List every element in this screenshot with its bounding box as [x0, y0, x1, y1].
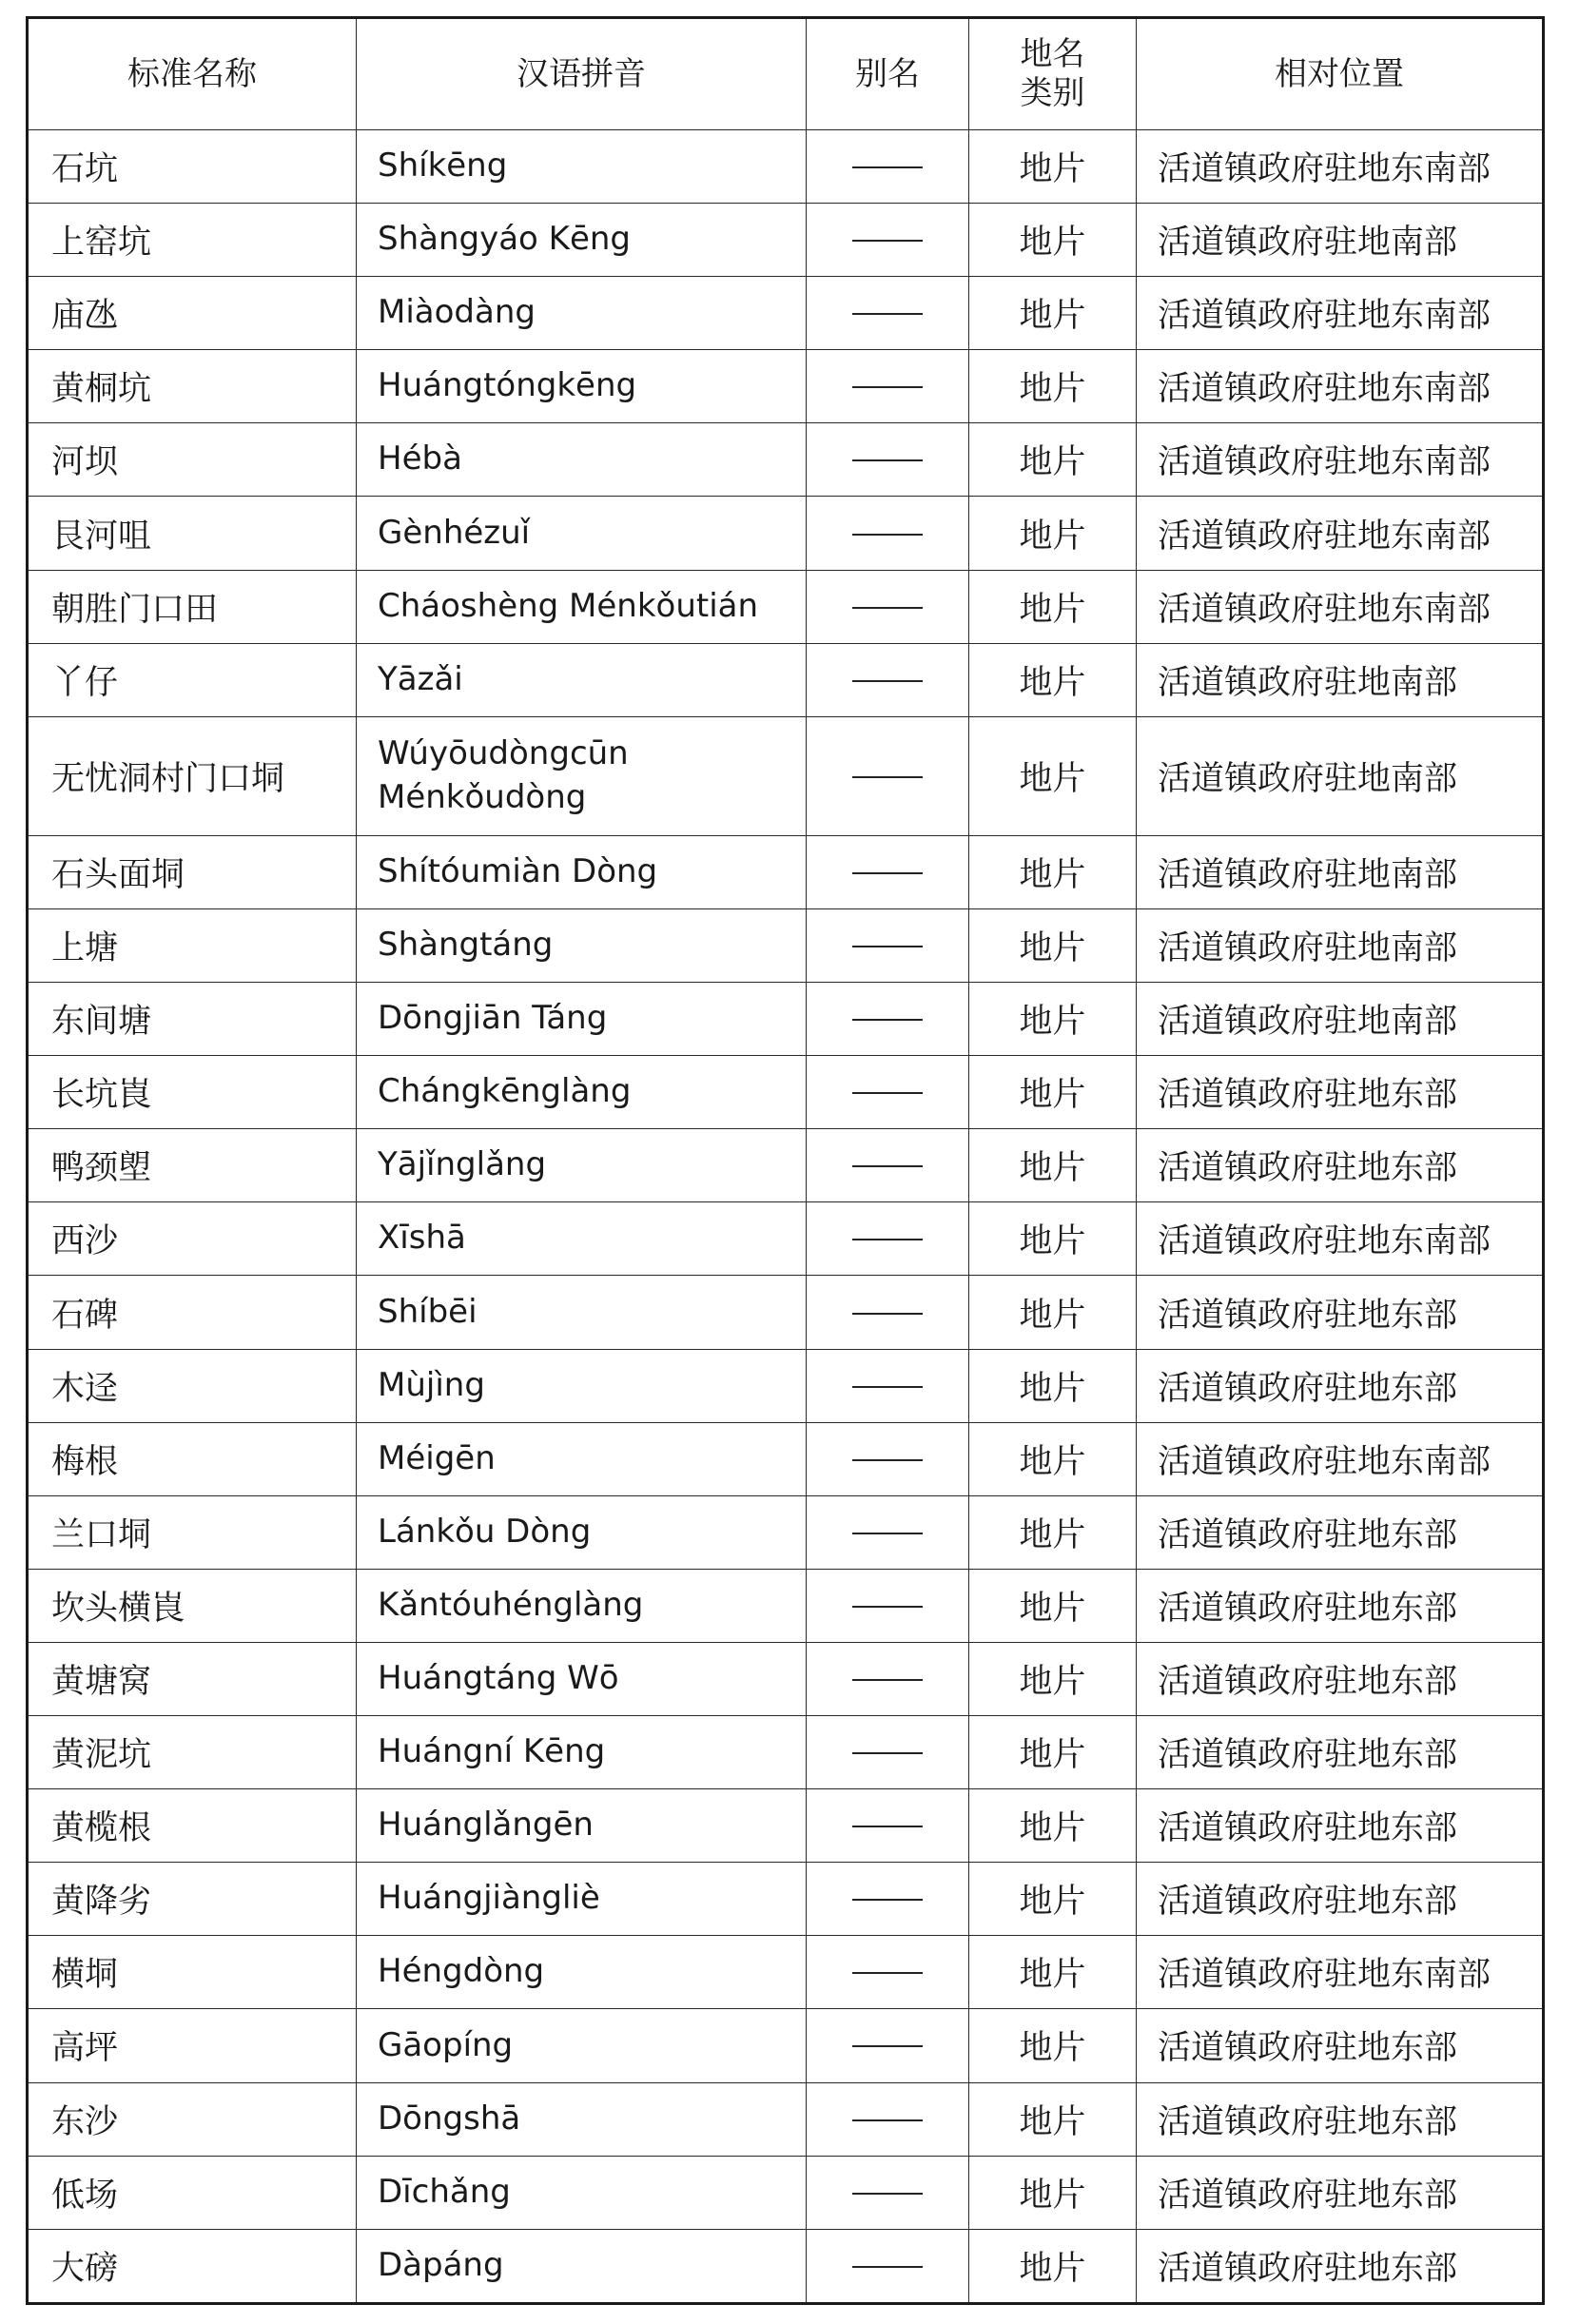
cell-alias	[807, 1863, 969, 1936]
cell-category: 地片	[969, 1202, 1137, 1276]
cell-position: 活道镇政府驻地南部	[1137, 204, 1544, 277]
cell-pinyin	[357, 1569, 807, 1642]
cell-category: 地片	[969, 2082, 1137, 2156]
pinyin-text: Dàpáng	[378, 2245, 504, 2284]
cell-name: 黄泥坑	[28, 1716, 357, 1789]
cell-pinyin	[357, 204, 807, 277]
cell-alias	[807, 1129, 969, 1202]
cell-name: 西沙	[28, 1202, 357, 1276]
cell-category: 地片	[969, 643, 1137, 716]
cell-pinyin	[357, 350, 807, 423]
cell-name: 河坝	[28, 423, 357, 497]
alias-dash	[852, 1899, 923, 1901]
cell-position: 活道镇政府驻地东部	[1137, 1349, 1544, 1422]
table-row	[28, 130, 1544, 204]
cell-name: 黄降劣	[28, 1863, 357, 1936]
cell-alias	[807, 716, 969, 835]
cell-position: 活道镇政府驻地东部	[1137, 2082, 1544, 2156]
cell-category: 地片	[969, 983, 1137, 1056]
cell-position: 活道镇政府驻地东南部	[1137, 423, 1544, 497]
table-row	[28, 909, 1544, 983]
cell-pinyin	[357, 716, 807, 835]
pinyin-text: Cháoshèng Ménkǒutián	[378, 586, 759, 625]
pinyin-text: Shíkēng	[378, 146, 508, 186]
cell-alias	[807, 497, 969, 570]
cell-position: 活道镇政府驻地东部	[1137, 1716, 1544, 1789]
cell-category: 地片	[969, 1716, 1137, 1789]
alias-dash	[852, 872, 923, 874]
cell-category: 地片	[969, 204, 1137, 277]
cell-name: 无忧洞村门口垌	[28, 716, 357, 835]
cell-position: 活道镇政府驻地东部	[1137, 1569, 1544, 1642]
table-row	[28, 2156, 1544, 2229]
cell-position: 活道镇政府驻地东南部	[1137, 277, 1544, 350]
pinyin-text: Yāzǎi	[378, 659, 463, 698]
pinyin-text: Gāopíng	[378, 2025, 514, 2064]
cell-name: 高坪	[28, 2009, 357, 2082]
pinyin-text: Wúyōudòngcūn	[378, 733, 629, 772]
cell-name: 石碑	[28, 1276, 357, 1349]
cell-category: 地片	[969, 497, 1137, 570]
alias-dash	[852, 1679, 923, 1681]
table-row	[28, 1202, 1544, 1276]
header-pinyin: 汉语拼音	[357, 18, 807, 130]
table-row	[28, 835, 1544, 908]
alias-dash	[852, 776, 923, 778]
alias-dash	[852, 1019, 923, 1021]
cell-category: 地片	[969, 277, 1137, 350]
pinyin-text: Shíbēi	[378, 1292, 478, 1331]
cell-pinyin	[357, 2229, 807, 2303]
alias-dash	[852, 1972, 923, 1974]
pinyin-text: Xīshā	[378, 1219, 466, 1258]
cell-position: 活道镇政府驻地东部	[1137, 1642, 1544, 1715]
table-row	[28, 1642, 1544, 1715]
cell-alias	[807, 1789, 969, 1863]
cell-category: 地片	[969, 1129, 1137, 1202]
cell-name: 上窑坑	[28, 204, 357, 277]
cell-position: 活道镇政府驻地东南部	[1137, 1202, 1544, 1276]
cell-name: 兰口垌	[28, 1495, 357, 1569]
cell-pinyin	[357, 497, 807, 570]
cell-alias	[807, 1936, 969, 2009]
header-category-line2: 类别	[1020, 74, 1085, 112]
cell-pinyin	[357, 277, 807, 350]
cell-position: 活道镇政府驻地东南部	[1137, 1422, 1544, 1495]
cell-alias	[807, 643, 969, 716]
cell-category: 地片	[969, 1863, 1137, 1936]
cell-name: 东沙	[28, 2082, 357, 2156]
cell-name: 石坑	[28, 130, 357, 204]
pinyin-text: Dōngjiān Táng	[378, 999, 608, 1038]
alias-dash	[852, 680, 923, 682]
cell-pinyin	[357, 1422, 807, 1495]
pinyin-text: Lánkǒu Dòng	[378, 1512, 592, 1551]
cell-alias	[807, 350, 969, 423]
alias-dash	[852, 1606, 923, 1608]
alias-dash	[852, 2119, 923, 2121]
cell-alias	[807, 570, 969, 643]
pinyin-text: Dōngshā	[378, 2099, 521, 2138]
cell-position: 活道镇政府驻地东部	[1137, 2156, 1544, 2229]
alias-dash	[852, 459, 923, 461]
place-names-table	[26, 16, 1545, 2305]
cell-position: 活道镇政府驻地南部	[1137, 835, 1544, 908]
header-row	[28, 18, 1544, 130]
table-row	[28, 1129, 1544, 1202]
cell-category: 地片	[969, 1422, 1137, 1495]
alias-dash	[852, 607, 923, 609]
cell-position: 活道镇政府驻地东部	[1137, 2229, 1544, 2303]
cell-pinyin	[357, 1202, 807, 1276]
cell-pinyin	[357, 130, 807, 204]
table-row	[28, 423, 1544, 497]
alias-dash	[852, 2266, 923, 2268]
pinyin-text: Héngdòng	[378, 1952, 545, 1991]
table-row	[28, 497, 1544, 570]
cell-pinyin	[357, 1056, 807, 1129]
cell-name: 鸭颈塱	[28, 1129, 357, 1202]
cell-alias	[807, 204, 969, 277]
cell-alias	[807, 2082, 969, 2156]
cell-pinyin	[357, 570, 807, 643]
header-category-line1: 地名	[1020, 35, 1085, 74]
table-row	[28, 643, 1544, 716]
cell-alias	[807, 277, 969, 350]
cell-pinyin	[357, 2009, 807, 2082]
cell-category: 地片	[969, 1495, 1137, 1569]
cell-alias	[807, 1056, 969, 1129]
table-row	[28, 1863, 1544, 1936]
cell-name: 黄塘窝	[28, 1642, 357, 1715]
table-row	[28, 1276, 1544, 1349]
table-row	[28, 983, 1544, 1056]
header-position: 相对位置	[1137, 18, 1544, 130]
pinyin-text: Huángní Kēng	[378, 1732, 606, 1771]
cell-pinyin	[357, 1863, 807, 1936]
cell-position: 活道镇政府驻地南部	[1137, 983, 1544, 1056]
pinyin-text: Méigēn	[378, 1438, 496, 1477]
cell-pinyin	[357, 1716, 807, 1789]
cell-name: 丫仔	[28, 643, 357, 716]
cell-alias	[807, 423, 969, 497]
table-row	[28, 350, 1544, 423]
cell-name: 上塘	[28, 909, 357, 983]
pinyin-text: Kǎntóuhénglàng	[378, 1585, 644, 1624]
cell-name: 低场	[28, 2156, 357, 2229]
cell-name: 黄榄根	[28, 1789, 357, 1863]
alias-dash	[852, 1239, 923, 1240]
table-row	[28, 716, 1544, 835]
table-body	[28, 130, 1544, 2304]
cell-position: 活道镇政府驻地东南部	[1137, 570, 1544, 643]
cell-name: 梅根	[28, 1422, 357, 1495]
cell-pinyin	[357, 1642, 807, 1715]
cell-alias	[807, 1495, 969, 1569]
table-row	[28, 2229, 1544, 2303]
pinyin-text: Dīchǎng	[378, 2172, 511, 2211]
table-row	[28, 1422, 1544, 1495]
pinyin-text-line2: Ménkǒudòng	[378, 777, 587, 816]
pinyin-text: Mùjìng	[378, 1365, 485, 1404]
cell-pinyin	[357, 2156, 807, 2229]
alias-dash	[852, 1752, 923, 1754]
cell-alias	[807, 2229, 969, 2303]
cell-name: 横垌	[28, 1936, 357, 2009]
pinyin-text: Huángjiàngliè	[378, 1879, 600, 1918]
cell-position: 活道镇政府驻地南部	[1137, 716, 1544, 835]
cell-alias	[807, 1202, 969, 1276]
pinyin-text: Hébà	[378, 439, 462, 478]
cell-alias	[807, 1569, 969, 1642]
cell-category: 地片	[969, 1349, 1137, 1422]
cell-name: 黄桐坑	[28, 350, 357, 423]
alias-dash	[852, 1459, 923, 1461]
cell-category: 地片	[969, 2229, 1137, 2303]
cell-position: 活道镇政府驻地东部	[1137, 1056, 1544, 1129]
alias-dash	[852, 313, 923, 315]
table-row	[28, 1936, 1544, 2009]
cell-position: 活道镇政府驻地东部	[1137, 1789, 1544, 1863]
table-row	[28, 1495, 1544, 1569]
cell-alias	[807, 2009, 969, 2082]
alias-dash	[852, 240, 923, 242]
cell-alias	[807, 1716, 969, 1789]
alias-dash	[852, 1313, 923, 1315]
header-alias: 别名	[807, 18, 969, 130]
cell-pinyin	[357, 1936, 807, 2009]
cell-position: 活道镇政府驻地东部	[1137, 1495, 1544, 1569]
cell-alias	[807, 130, 969, 204]
pinyin-text: Huángtáng Wō	[378, 1659, 619, 1698]
cell-position: 活道镇政府驻地东部	[1137, 1129, 1544, 1202]
cell-pinyin	[357, 983, 807, 1056]
cell-pinyin	[357, 423, 807, 497]
cell-name: 大磅	[28, 2229, 357, 2303]
cell-category: 地片	[969, 423, 1137, 497]
cell-position: 活道镇政府驻地南部	[1137, 909, 1544, 983]
cell-position: 活道镇政府驻地南部	[1137, 643, 1544, 716]
cell-position: 活道镇政府驻地东部	[1137, 2009, 1544, 2082]
cell-pinyin	[357, 643, 807, 716]
cell-position: 活道镇政府驻地东南部	[1137, 130, 1544, 204]
cell-category: 地片	[969, 1936, 1137, 2009]
alias-dash	[852, 1165, 923, 1167]
alias-dash	[852, 1826, 923, 1827]
cell-category: 地片	[969, 835, 1137, 908]
cell-category: 地片	[969, 130, 1137, 204]
table-row	[28, 1716, 1544, 1789]
alias-dash	[852, 2045, 923, 2047]
cell-category: 地片	[969, 1056, 1137, 1129]
table-row	[28, 570, 1544, 643]
cell-position: 活道镇政府驻地东部	[1137, 1863, 1544, 1936]
cell-category: 地片	[969, 909, 1137, 983]
cell-name: 艮河咀	[28, 497, 357, 570]
cell-alias	[807, 1642, 969, 1715]
cell-position: 活道镇政府驻地东部	[1137, 1276, 1544, 1349]
cell-name: 坎头横崀	[28, 1569, 357, 1642]
cell-category: 地片	[969, 1276, 1137, 1349]
table-row	[28, 1056, 1544, 1129]
pinyin-text: Shàngtáng	[378, 926, 554, 965]
alias-dash	[852, 946, 923, 947]
cell-category: 地片	[969, 350, 1137, 423]
cell-position: 活道镇政府驻地东南部	[1137, 497, 1544, 570]
cell-position: 活道镇政府驻地东南部	[1137, 350, 1544, 423]
alias-dash	[852, 2193, 923, 2195]
cell-alias	[807, 1276, 969, 1349]
cell-name: 长坑崀	[28, 1056, 357, 1129]
cell-pinyin	[357, 1276, 807, 1349]
header-category	[969, 18, 1137, 130]
table-header	[28, 18, 1544, 130]
cell-alias	[807, 909, 969, 983]
alias-dash	[852, 166, 923, 168]
cell-name: 石头面垌	[28, 835, 357, 908]
pinyin-text: Gènhézuǐ	[378, 513, 531, 552]
cell-alias	[807, 835, 969, 908]
table-row	[28, 1349, 1544, 1422]
cell-alias	[807, 983, 969, 1056]
table-row	[28, 277, 1544, 350]
cell-pinyin	[357, 1789, 807, 1863]
table-row	[28, 2082, 1544, 2156]
cell-pinyin	[357, 835, 807, 908]
cell-name: 庙氹	[28, 277, 357, 350]
alias-dash	[852, 386, 923, 388]
cell-alias	[807, 2156, 969, 2229]
pinyin-text: Huángtóngkēng	[378, 366, 637, 405]
cell-category: 地片	[969, 2009, 1137, 2082]
cell-category: 地片	[969, 570, 1137, 643]
cell-pinyin	[357, 909, 807, 983]
pinyin-text: Shítóumiàn Dòng	[378, 852, 658, 890]
table-row	[28, 1789, 1544, 1863]
cell-name: 东间塘	[28, 983, 357, 1056]
cell-alias	[807, 1422, 969, 1495]
table-row	[28, 2009, 1544, 2082]
cell-position: 活道镇政府驻地东南部	[1137, 1936, 1544, 2009]
cell-category: 地片	[969, 1642, 1137, 1715]
cell-name: 朝胜门口田	[28, 570, 357, 643]
table-row	[28, 204, 1544, 277]
cell-category: 地片	[969, 716, 1137, 835]
cell-name: 木迳	[28, 1349, 357, 1422]
cell-pinyin	[357, 1129, 807, 1202]
alias-dash	[852, 1533, 923, 1534]
cell-pinyin	[357, 1349, 807, 1422]
cell-pinyin	[357, 1495, 807, 1569]
alias-dash	[852, 534, 923, 536]
pinyin-text: Shàngyáo Kēng	[378, 220, 632, 259]
pinyin-text: Miàodàng	[378, 293, 536, 332]
cell-alias	[807, 1349, 969, 1422]
pinyin-text: Yājǐnglǎng	[378, 1145, 547, 1184]
header-name: 标准名称	[28, 18, 357, 130]
pinyin-text: Huánglǎngēn	[378, 1806, 594, 1845]
pinyin-text: Chángkēnglàng	[378, 1072, 632, 1111]
cell-category: 地片	[969, 2156, 1137, 2229]
cell-category: 地片	[969, 1789, 1137, 1863]
table-row	[28, 1569, 1544, 1642]
alias-dash	[852, 1092, 923, 1094]
cell-pinyin	[357, 2082, 807, 2156]
alias-dash	[852, 1386, 923, 1388]
cell-category: 地片	[969, 1569, 1137, 1642]
